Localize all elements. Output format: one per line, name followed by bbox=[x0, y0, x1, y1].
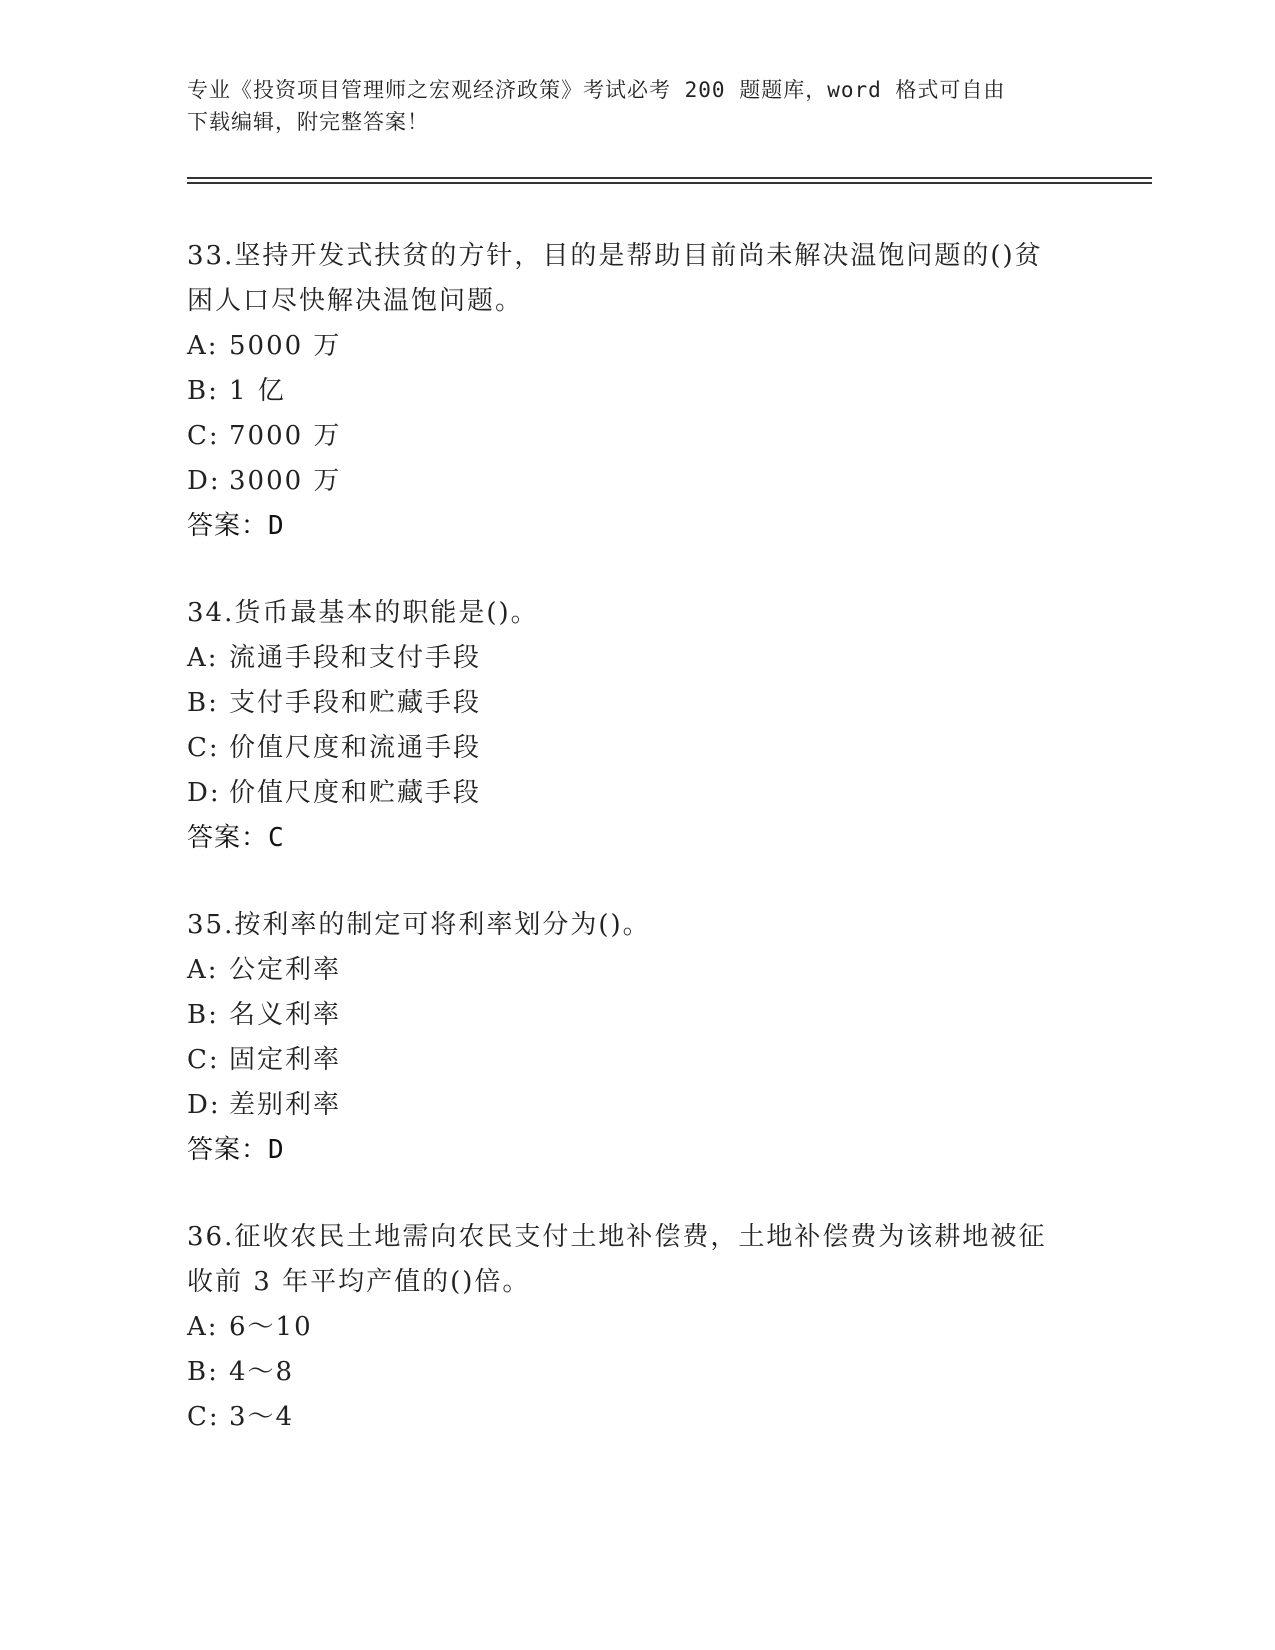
option-letter: C: bbox=[187, 421, 220, 451]
option-text: 公定利率 bbox=[229, 955, 342, 985]
question-stem bbox=[187, 234, 1087, 324]
option-text: 价值尺度和流通手段 bbox=[229, 733, 482, 763]
option-letter: A: bbox=[187, 331, 219, 361]
document-header bbox=[187, 74, 1067, 138]
option-letter: B: bbox=[187, 1000, 219, 1030]
option-letter: C: bbox=[187, 1045, 220, 1075]
option-d bbox=[187, 459, 1087, 504]
question-36 bbox=[187, 1215, 1087, 1440]
option-b bbox=[187, 369, 1087, 414]
option-text: 差别利率 bbox=[229, 1090, 342, 1120]
question-list bbox=[187, 234, 1087, 1482]
question-stem-line: 34.货币最基本的职能是()。 bbox=[187, 598, 539, 628]
option-b bbox=[187, 1350, 1087, 1395]
answer-line: 答案：D bbox=[187, 511, 285, 541]
option-d bbox=[187, 771, 1087, 816]
option-letter: C: bbox=[187, 733, 220, 763]
option-text: 流通手段和支付手段 bbox=[229, 643, 482, 673]
option-b bbox=[187, 993, 1087, 1038]
option-text: 固定利率 bbox=[229, 1045, 342, 1075]
question-35 bbox=[187, 903, 1087, 1173]
option-text: 支付手段和贮藏手段 bbox=[229, 688, 482, 718]
question-stem-line: 33.坚持开发式扶贫的方针，目的是帮助目前尚未解决温饱问题的()贫 bbox=[187, 241, 1043, 271]
option-text: 3～4 bbox=[229, 1402, 295, 1432]
option-text: 价值尺度和贮藏手段 bbox=[229, 778, 482, 808]
option-letter: A: bbox=[187, 955, 219, 985]
option-letter: B: bbox=[187, 376, 219, 406]
option-text: 7000 万 bbox=[229, 421, 342, 451]
option-d bbox=[187, 1083, 1087, 1128]
option-c bbox=[187, 1038, 1087, 1083]
option-text: 4～8 bbox=[229, 1357, 295, 1387]
option-a bbox=[187, 1305, 1087, 1350]
option-text: 1 亿 bbox=[229, 376, 286, 406]
option-letter: D: bbox=[187, 466, 221, 496]
option-letter: B: bbox=[187, 1357, 219, 1387]
option-c bbox=[187, 1395, 1087, 1440]
option-a bbox=[187, 948, 1087, 993]
option-a bbox=[187, 636, 1087, 681]
option-b bbox=[187, 681, 1087, 726]
question-34 bbox=[187, 591, 1087, 861]
option-text: 6～10 bbox=[229, 1312, 313, 1342]
option-a bbox=[187, 324, 1087, 369]
option-letter: A: bbox=[187, 1312, 219, 1342]
option-c bbox=[187, 726, 1087, 771]
header-divider-bottom bbox=[187, 182, 1152, 184]
answer-line: 答案：C bbox=[187, 823, 285, 853]
option-letter: A: bbox=[187, 643, 219, 673]
header-line-2: 下载编辑，附完整答案！ bbox=[187, 110, 429, 134]
option-text: 5000 万 bbox=[229, 331, 342, 361]
option-letter: D: bbox=[187, 778, 221, 808]
answer-line: 答案：D bbox=[187, 1135, 285, 1165]
option-text: 名义利率 bbox=[229, 1000, 342, 1030]
option-letter: B: bbox=[187, 688, 219, 718]
question-stem-line: 困人口尽快解决温饱问题。 bbox=[187, 286, 524, 316]
question-stem-line: 35.按利率的制定可将利率划分为()。 bbox=[187, 910, 651, 940]
header-line-1: 专业《投资项目管理师之宏观经济政策》考试必考 200 题题库，word 格式可自由 bbox=[187, 78, 1006, 102]
header-divider-top bbox=[187, 177, 1152, 179]
option-letter: D: bbox=[187, 1090, 221, 1120]
option-c bbox=[187, 414, 1087, 459]
question-33 bbox=[187, 234, 1087, 549]
option-text: 3000 万 bbox=[229, 466, 342, 496]
option-letter: C: bbox=[187, 1402, 220, 1432]
question-stem bbox=[187, 591, 1087, 636]
question-stem-line: 36.征收农民土地需向农民支付土地补偿费，土地补偿费为该耕地被征 bbox=[187, 1222, 1047, 1252]
question-stem-line: 收前 3 年平均产值的()倍。 bbox=[187, 1267, 531, 1297]
question-stem bbox=[187, 1215, 1087, 1305]
question-stem bbox=[187, 903, 1087, 948]
